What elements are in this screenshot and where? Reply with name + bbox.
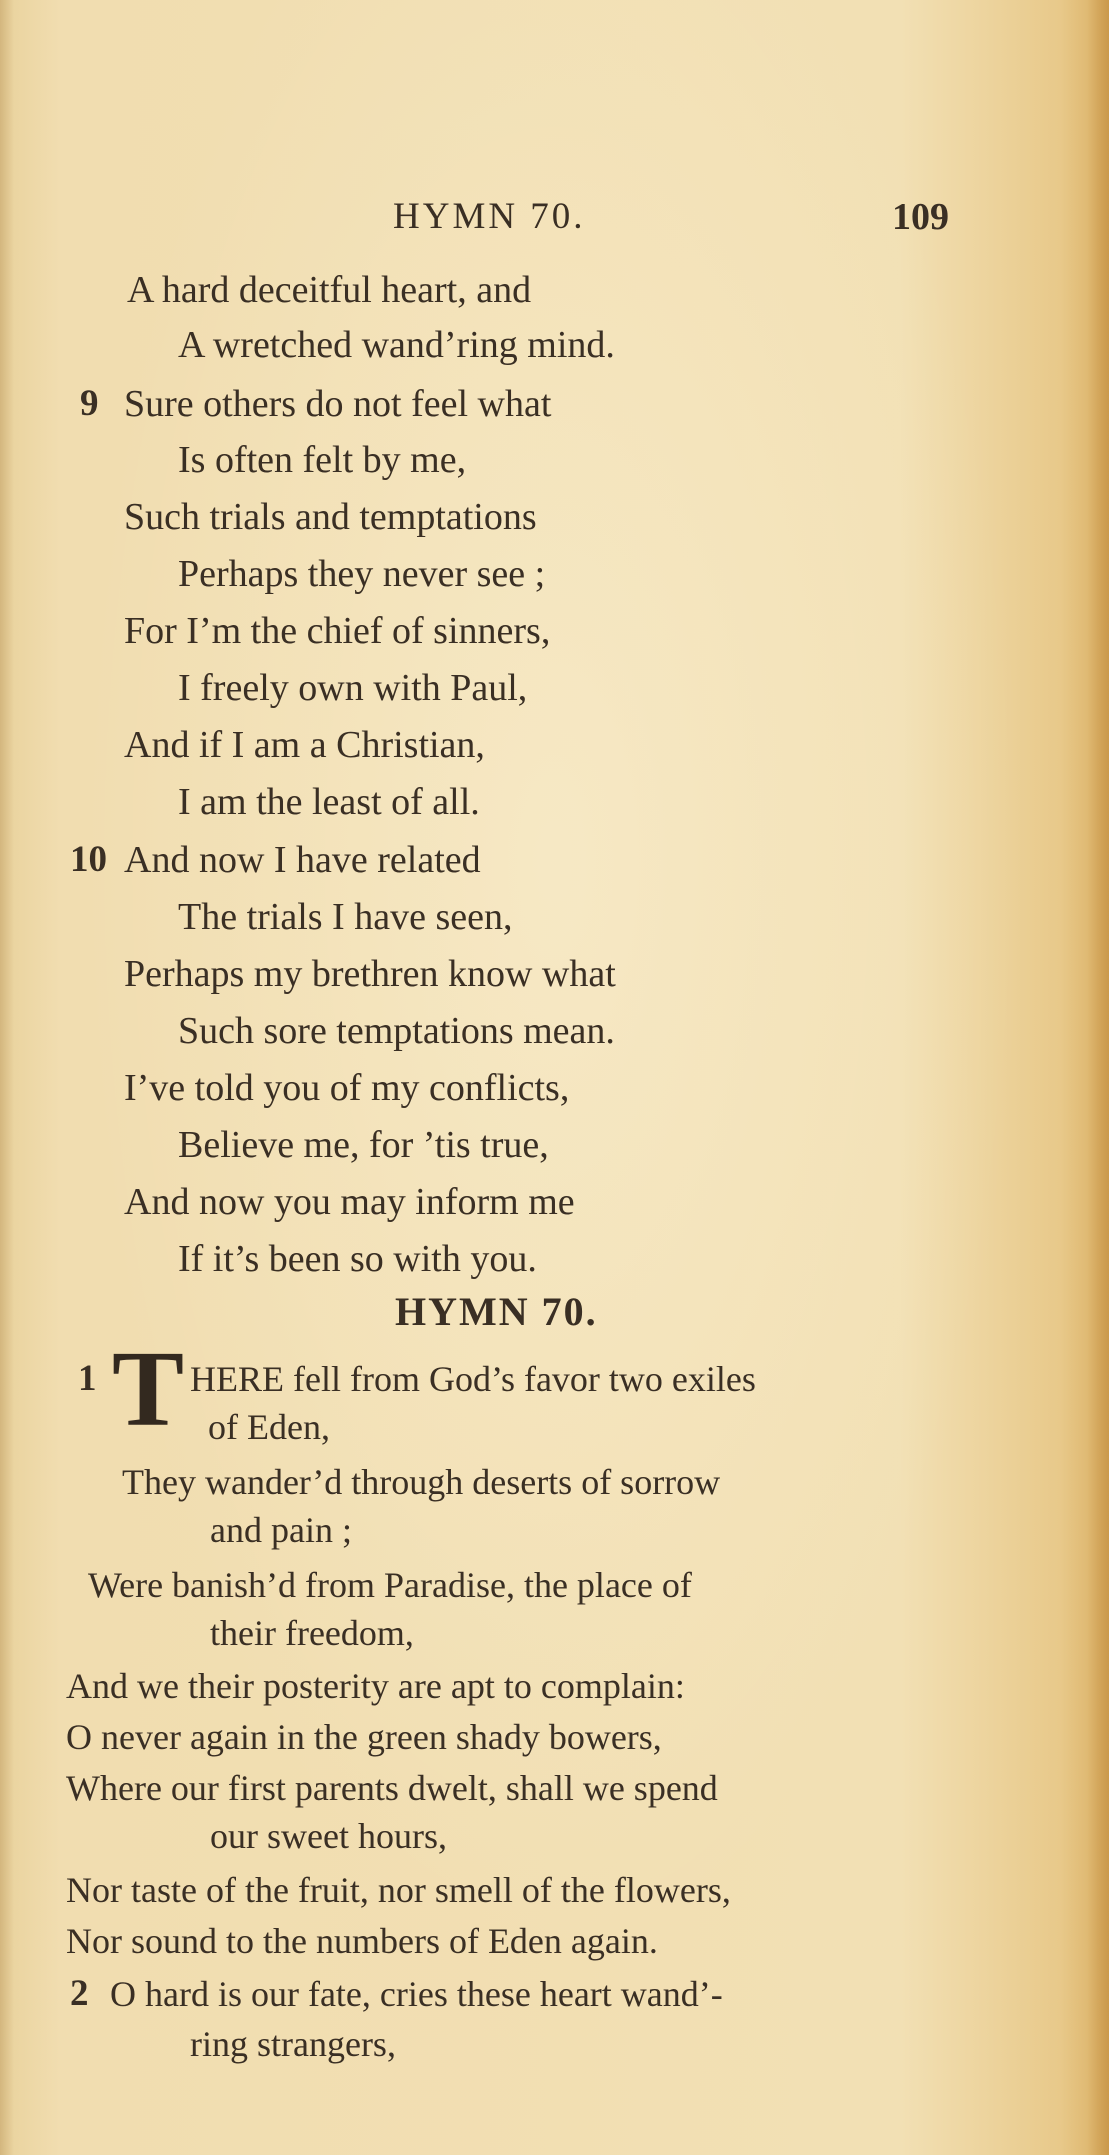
- verse-line: I’ve told you of my conflicts,: [124, 1067, 570, 1109]
- stanza-number: 9: [80, 383, 99, 424]
- verse-line: their freedom,: [210, 1613, 414, 1653]
- stanza-number: 10: [70, 839, 107, 880]
- verse-line: If it’s been so with you.: [178, 1238, 537, 1280]
- page-left-shadow: [0, 0, 14, 2155]
- verse-line: I freely own with Paul,: [178, 667, 528, 709]
- verse-line: Were banish’d from Paradise, the place of: [88, 1565, 692, 1605]
- verse-line: Believe me, for ’tis true,: [178, 1124, 549, 1166]
- running-head-title: HYMN 70.: [393, 196, 586, 237]
- verse-line: For I’m the chief of sinners,: [124, 610, 551, 652]
- verse-line: And if I am a Christian,: [124, 724, 485, 766]
- verse-line: And we their posterity are apt to complain:: [66, 1666, 685, 1706]
- verse-line: HERE fell from God’s favor two exiles: [190, 1359, 756, 1399]
- verse-line: Nor taste of the fruit, nor smell of the flowers,: [66, 1870, 731, 1910]
- drop-cap: T: [112, 1330, 185, 1449]
- hymn-title: HYMN 70.: [395, 1289, 598, 1334]
- verse-line: I am the least of all.: [178, 781, 480, 823]
- verse-line: O hard is our fate, cries these heart wand’-: [110, 1974, 723, 2014]
- verse-line: A wretched wand’ring mind.: [178, 324, 615, 366]
- verse-line: They wander’d through deserts of sorrow: [122, 1462, 721, 1502]
- verse-line: A hard deceitful heart, and: [127, 269, 532, 311]
- verse-line: and pain ;: [210, 1510, 352, 1550]
- stanza-number: 1: [78, 1358, 97, 1399]
- running-head: [0, 195, 1109, 245]
- verse-line: O never again in the green shady bowers,: [66, 1717, 662, 1757]
- verse-line: our sweet hours,: [210, 1816, 447, 1856]
- stanza-number: 2: [70, 1973, 89, 2014]
- verse-line: of Eden,: [208, 1407, 330, 1447]
- verse-line: Is often felt by me,: [178, 439, 467, 481]
- verse-line: Such sore temptations mean.: [178, 1010, 615, 1052]
- verse-line: The trials I have seen,: [178, 896, 513, 938]
- verse-line: Perhaps my brethren know what: [124, 953, 616, 995]
- verse-line: And now you may inform me: [124, 1181, 575, 1223]
- verse-line: Sure others do not feel what: [124, 383, 552, 425]
- page-right-shadow: [1087, 0, 1109, 2155]
- verse-line: Where our first parents dwelt, shall we spend: [66, 1768, 718, 1808]
- verse-line: ring strangers,: [190, 2024, 396, 2064]
- verse-line: And now I have related: [124, 839, 481, 881]
- page-number: 109: [892, 196, 949, 238]
- verse-line: Perhaps they never see ;: [178, 553, 546, 595]
- verse-line: Such trials and temptations: [124, 496, 537, 538]
- verse-line: Nor sound to the numbers of Eden again.: [66, 1921, 658, 1961]
